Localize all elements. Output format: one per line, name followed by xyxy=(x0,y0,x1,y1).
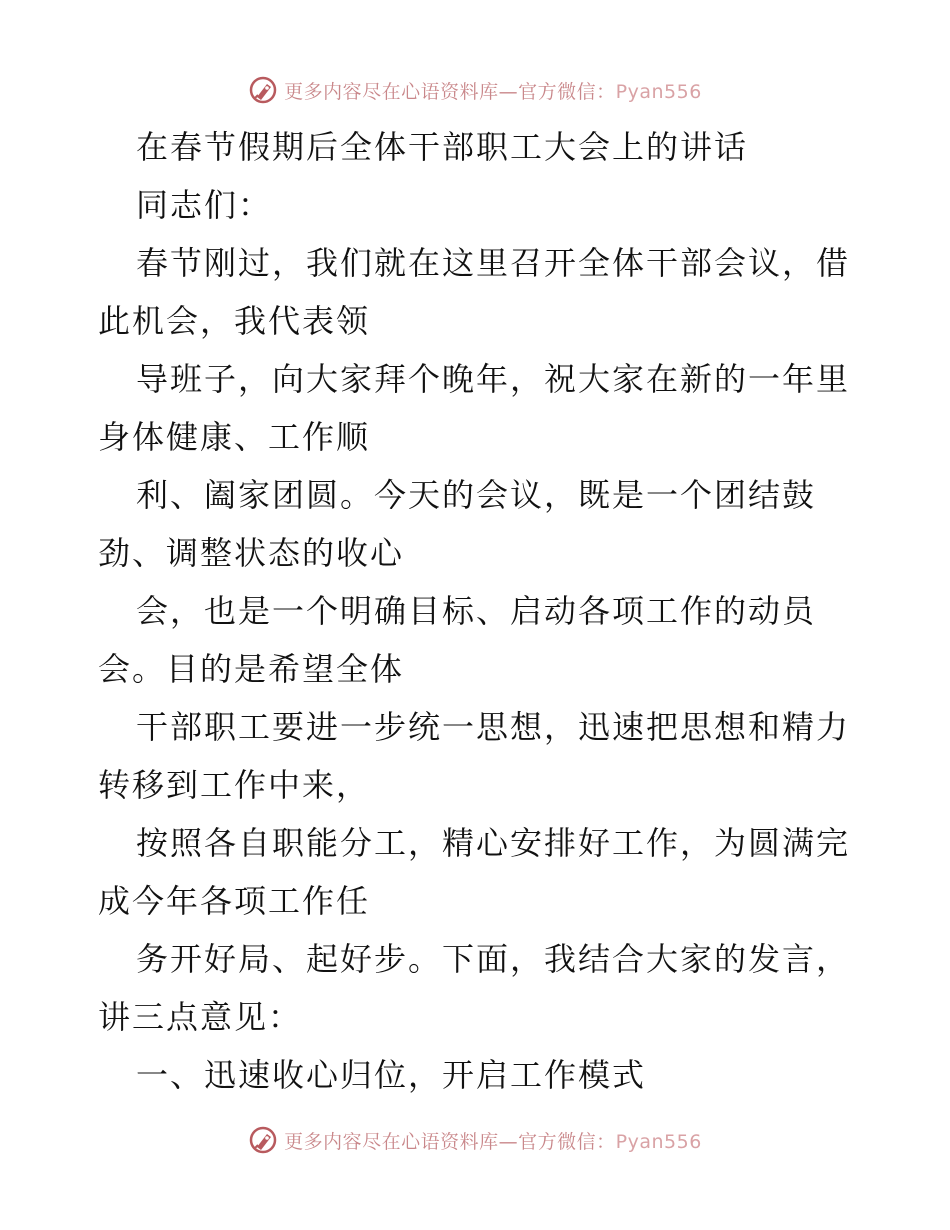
paragraph-line: 干部职工要进一步统一思想，迅速把思想和精力 xyxy=(136,708,851,746)
paragraph-line: 此机会，我代表领 xyxy=(98,302,371,340)
pen-nib-logo-icon xyxy=(248,75,278,105)
pen-nib-logo-icon xyxy=(248,1125,278,1155)
document-body xyxy=(98,118,858,1104)
paragraph-line: 春节刚过，我们就在这里召开全体干部会议，借 xyxy=(136,244,851,282)
paragraph-line: 转移到工作中来， xyxy=(98,766,371,804)
salutation: 同志们： xyxy=(136,186,273,224)
watermark-text: 更多内容尽在心语资料库—官方微信：Pyan556 xyxy=(284,1130,702,1153)
paragraph-line: 会。目的是希望全体 xyxy=(98,650,405,688)
paragraph-line: 导班子，向大家拜个晚年，祝大家在新的一年里 xyxy=(136,360,851,398)
document-title: 在春节假期后全体干部职工大会上的讲话 xyxy=(136,128,749,166)
paragraph-line: 讲三点意见： xyxy=(98,998,303,1036)
paragraph-line: 身体健康、工作顺 xyxy=(98,418,371,456)
header-watermark xyxy=(0,72,950,108)
section-heading: 一、迅速收心归位，开启工作模式 xyxy=(136,1056,647,1094)
paragraph-line: 按照各自职能分工，精心安排好工作，为圆满完 xyxy=(136,824,851,862)
watermark-handle: Pyan556 xyxy=(615,80,702,103)
paragraph-line: 利、阖家团圆。今天的会议，既是一个团结鼓 xyxy=(136,476,817,514)
paragraph-line: 成今年各项工作任 xyxy=(98,882,371,920)
paragraph-line: 会，也是一个明确目标、启动各项工作的动员 xyxy=(136,592,817,630)
footer-watermark xyxy=(0,1122,950,1158)
watermark-text: 更多内容尽在心语资料库—官方微信：Pyan556 xyxy=(284,80,702,103)
paragraph-line: 务开好局、起好步。下面，我结合大家的发言， xyxy=(136,940,851,978)
watermark-handle: Pyan556 xyxy=(615,1130,702,1153)
paragraph-line: 劲、调整状态的收心 xyxy=(98,534,405,572)
